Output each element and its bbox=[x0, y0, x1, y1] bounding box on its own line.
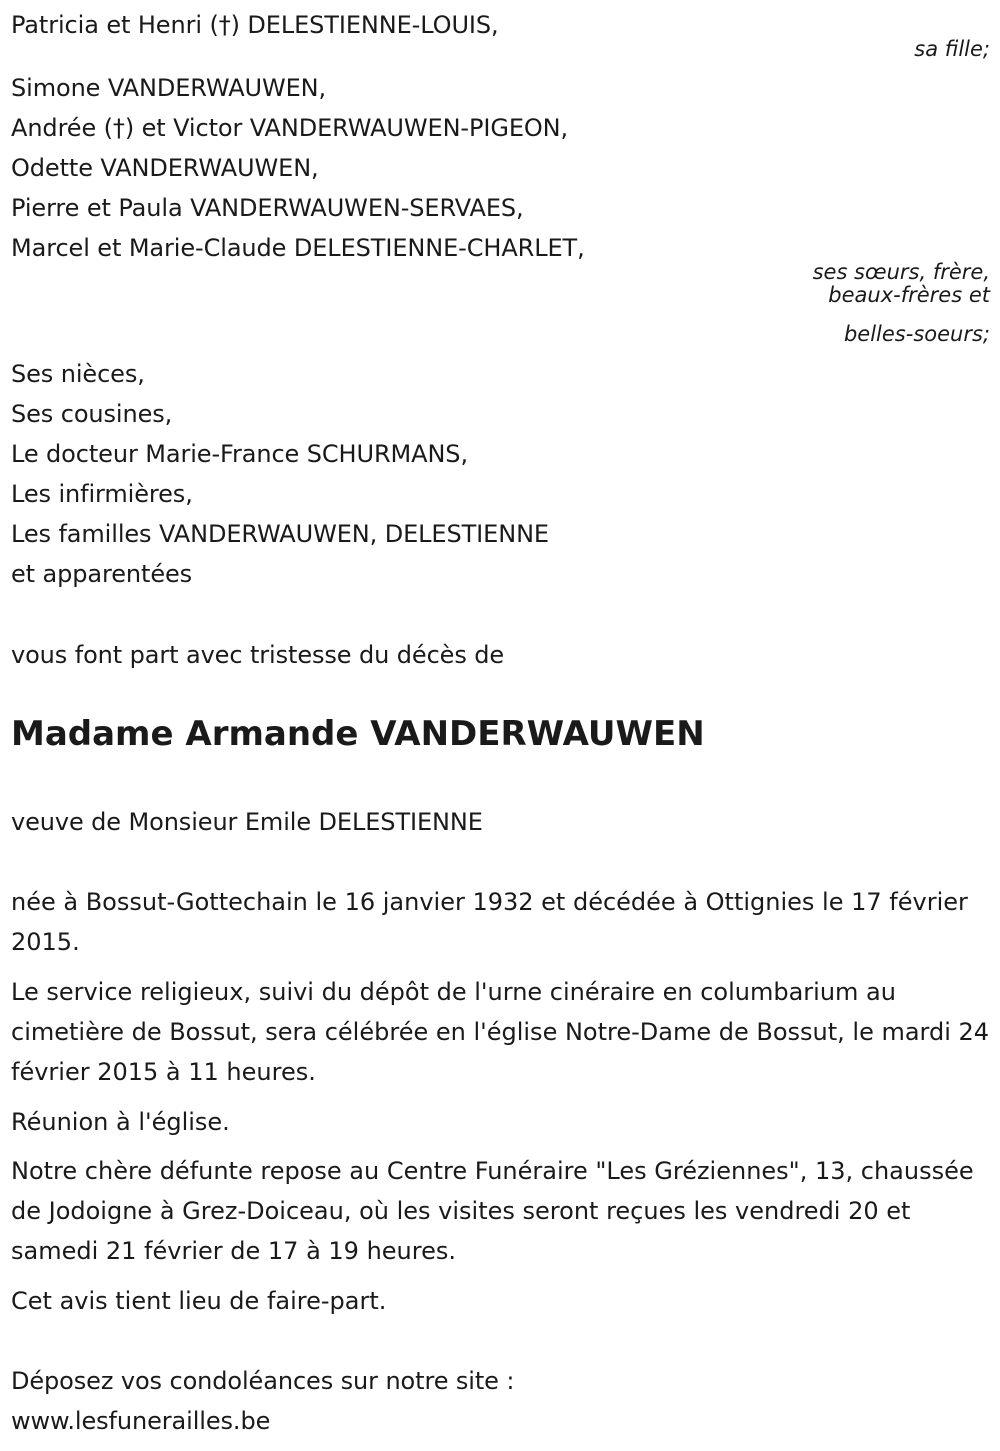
sibling-line: Andrée (†) et Victor VANDERWAUWEN-PIGEON, bbox=[11, 114, 569, 142]
sibling-line: Simone VANDERWAUWEN, bbox=[11, 74, 327, 102]
visitation-paragraph: Notre chère défunte repose au Centre Funéraire "Les Gréziennes", 13, chaussée de Jodoigne à Grez-Doiceau, où les visites seront reçues les vendredi 20 et samedi 21 février de 17 à 19 heures. bbox=[11, 1157, 974, 1265]
daughter-role: sa fille; bbox=[914, 37, 990, 61]
sibling-line: Odette VANDERWAUWEN, bbox=[11, 154, 319, 182]
siblings-role-line: beaux-frères et bbox=[828, 283, 990, 307]
announcement: vous font part avec tristesse du décès de bbox=[11, 641, 505, 669]
relative-line: Ses nièces, bbox=[11, 360, 145, 388]
deceased-name: Madame Armande VANDERWAUWEN bbox=[11, 714, 705, 754]
widow-of: veuve de Monsieur Emile DELESTIENNE bbox=[11, 808, 483, 836]
birth-death-paragraph: née à Bossut-Gottechain le 16 janvier 1932 et décédée à Ottignies le 17 février 2015. bbox=[11, 888, 968, 956]
relative-line: Les infirmières, bbox=[11, 480, 193, 508]
siblings-role-line: belles-soeurs; bbox=[843, 322, 990, 346]
sibling-line: Pierre et Paula VANDERWAUWEN-SERVAES, bbox=[11, 194, 524, 222]
condolences-label: Déposez vos condoléances sur notre site : bbox=[11, 1367, 515, 1395]
relative-line: Ses cousines, bbox=[11, 400, 173, 428]
condolences-website-link[interactable]: www.lesfunerailles.be bbox=[11, 1407, 271, 1435]
daughter-names: Patricia et Henri (†) DELESTIENNE-LOUIS, bbox=[11, 11, 499, 39]
service-paragraph: Le service religieux, suivi du dépôt de l'urne cinéraire en columbarium au cimetière de Bossut, sera célébrée en l'église Notre-Dame de Bossut, le mardi 24 février 2015 à 11 heures. bbox=[11, 978, 990, 1086]
siblings-role-line: ses sœurs, frère, bbox=[812, 260, 990, 284]
sibling-line: Marcel et Marie-Claude DELESTIENNE-CHARLET, bbox=[11, 234, 585, 262]
relative-line: Les familles VANDERWAUWEN, DELESTIENNE bbox=[11, 520, 549, 548]
notice-paragraph: Cet avis tient lieu de faire-part. bbox=[11, 1287, 387, 1315]
meeting-paragraph: Réunion à l'église. bbox=[11, 1108, 230, 1136]
relative-line: Le docteur Marie-France SCHURMANS, bbox=[11, 440, 468, 468]
relative-line: et apparentées bbox=[11, 560, 193, 588]
